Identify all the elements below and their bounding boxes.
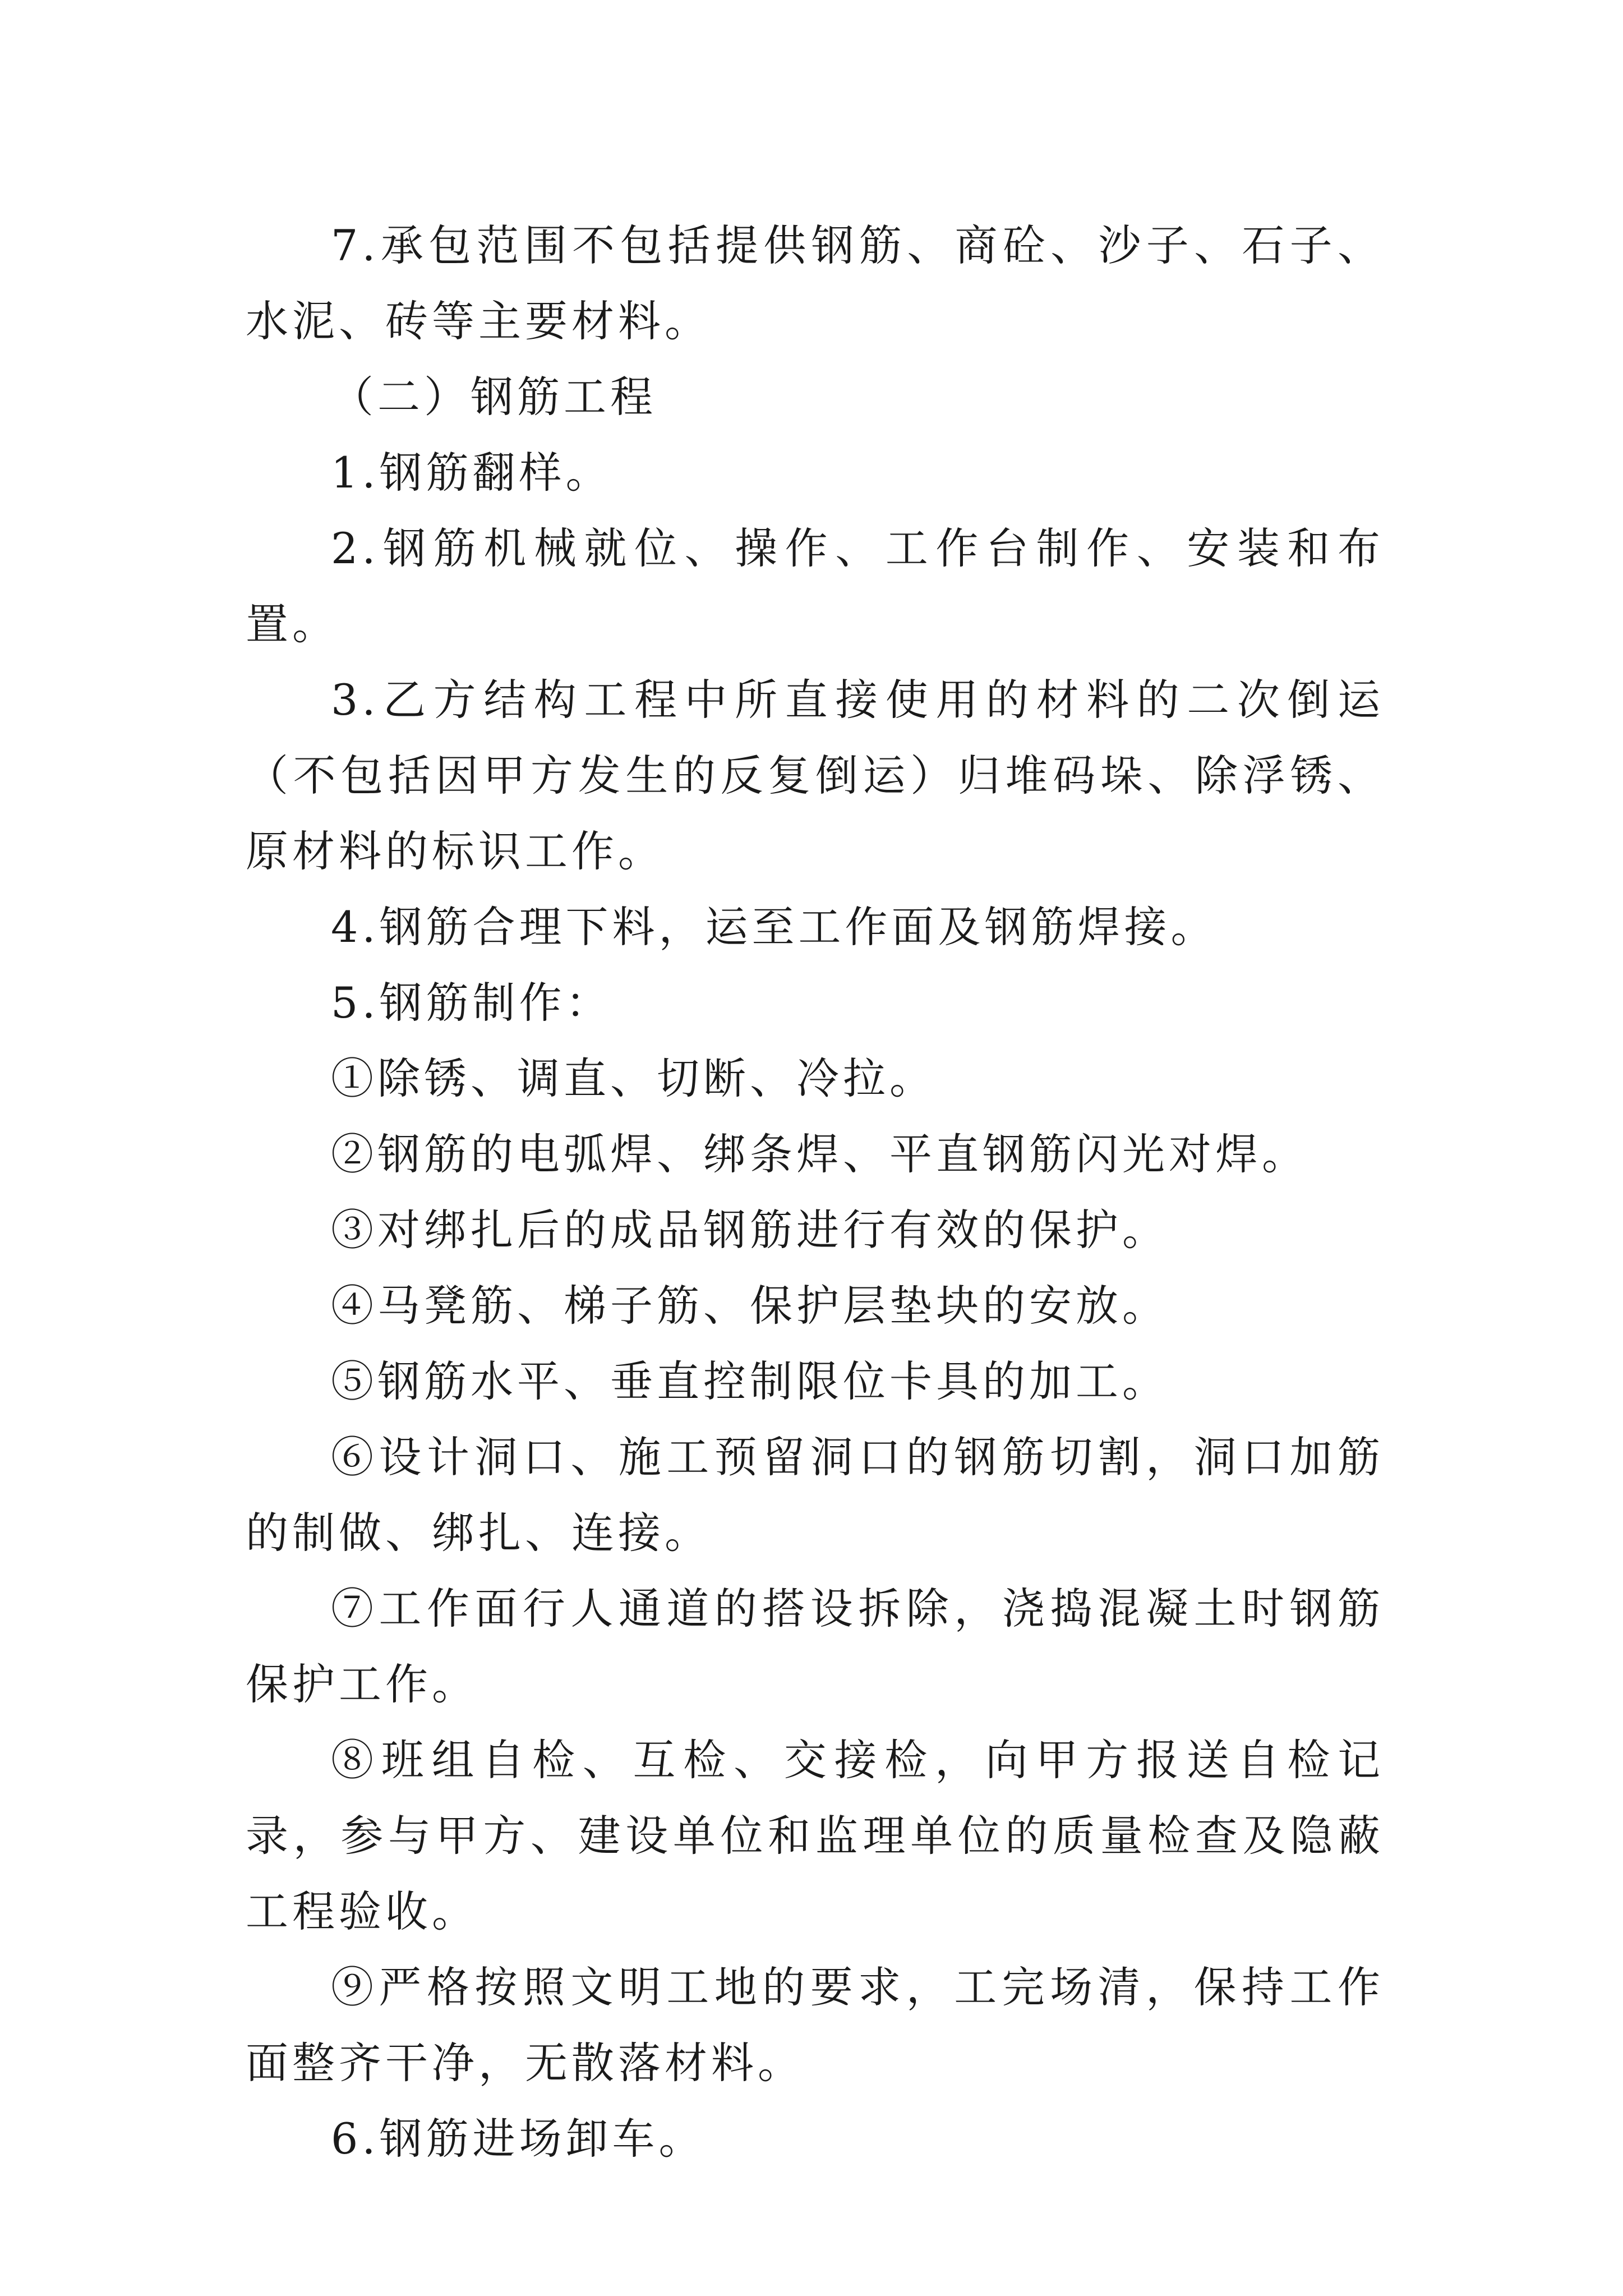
section-heading-rebar-works: （二）钢筋工程 — [331, 372, 657, 422]
subitem-4: ④马凳筋、梯子筋、保护层垫块的安放。 — [331, 1281, 1169, 1331]
subitem-3: ③对绑扎后的成品钢筋进行有效的保护。 — [331, 1205, 1169, 1255]
subitem-2: ②钢筋的电弧焊、绑条焊、平直钢筋闪光对焊。 — [331, 1129, 1308, 1179]
subitem-5: ⑤钢筋水平、垂直控制限位卡具的加工。 — [331, 1356, 1169, 1406]
paragraph-item-2: 2.钢筋机械就位、操作、工作台制作、安装和布置。 — [246, 523, 1384, 649]
paragraph-item-6: 6.钢筋进场卸车。 — [331, 2114, 706, 2164]
subitem-8: ⑧班组自检、互检、交接检，向甲方报送自检记录，参与甲方、建设单位和监理单位的质量检查及隐蔽工程验收。 — [246, 1735, 1384, 1936]
subitem-9: ⑨严格按照文明工地的要求，工完场清，保持工作面整齐干净，无散落材料。 — [246, 1962, 1384, 2088]
paragraph-item-1: 1.钢筋翻样。 — [331, 448, 612, 498]
paragraph-item-3: 3.乙方结构工程中所直接使用的材料的二次倒运（不包括因甲方发生的反复倒运）归堆码垛、除浮锈、原材料的标识工作。 — [246, 675, 1384, 876]
subitem-1: ①除锈、调直、切断、冷拉。 — [331, 1053, 936, 1103]
paragraph-item-7-materials: 7.承包范围不包括提供钢筋、商砼、沙子、石子、水泥、砖等主要材料。 — [246, 220, 1384, 346]
subitem-7: ⑦工作面行人通道的搭设拆除，浇捣混凝土时钢筋保护工作。 — [246, 1584, 1384, 1709]
subitem-6: ⑥设计洞口、施工预留洞口的钢筋切割，洞口加筋的制做、绑扎、连接。 — [246, 1432, 1384, 1558]
paragraph-item-5: 5.钢筋制作： — [331, 978, 612, 1028]
paragraph-item-4: 4.钢筋合理下料，运至工作面及钢筋焊接。 — [331, 902, 1218, 952]
document-body — [246, 208, 1384, 2177]
